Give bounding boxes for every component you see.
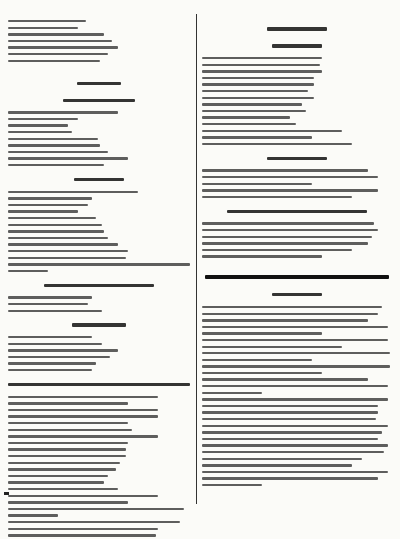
entry-text-line xyxy=(8,204,88,206)
right-column-heading-3 xyxy=(202,152,392,164)
entry-text-line xyxy=(8,429,132,431)
entry-text-line xyxy=(8,415,158,417)
right-column-heading-6 xyxy=(202,289,392,301)
entry-text-line xyxy=(8,396,158,398)
figure-entry xyxy=(202,456,392,463)
entry-text-line xyxy=(8,250,128,252)
entry-text-line xyxy=(202,242,368,244)
right-column xyxy=(202,18,392,488)
entry-text-line xyxy=(202,229,378,231)
entry-text-line xyxy=(8,164,104,166)
entry-text-line xyxy=(202,103,302,105)
figure-entry xyxy=(8,58,190,65)
entry-text-line xyxy=(8,111,118,113)
figure-entry xyxy=(202,429,392,436)
figure-entry xyxy=(8,420,190,427)
figure-entry xyxy=(8,512,190,519)
entry-text-line xyxy=(8,46,118,48)
entry-text-line xyxy=(8,310,102,312)
heading-text-line xyxy=(205,275,389,279)
entry-text-line xyxy=(8,20,86,22)
figure-entry xyxy=(8,51,190,58)
figure-entry xyxy=(8,155,190,162)
entry-text-line xyxy=(8,336,92,338)
figure-entry xyxy=(8,506,190,513)
entry-text-line xyxy=(8,124,68,126)
entry-text-line xyxy=(202,70,322,72)
entry-text-line xyxy=(202,196,352,198)
figure-entry xyxy=(202,396,392,403)
figure-entry xyxy=(202,114,392,121)
entry-text-line xyxy=(8,521,180,523)
figure-entry xyxy=(202,167,392,174)
entry-text-line xyxy=(202,425,388,427)
figure-entry xyxy=(8,268,190,275)
entry-text-line xyxy=(202,464,352,466)
entry-text-line xyxy=(202,451,384,453)
figure-entry xyxy=(202,409,392,416)
heading-text-line xyxy=(272,293,322,296)
figure-entry xyxy=(8,136,190,143)
figure-entry xyxy=(202,187,392,194)
figure-entry xyxy=(8,466,190,473)
margin-mark xyxy=(4,492,9,495)
figure-entry xyxy=(8,341,190,348)
figure-entry xyxy=(202,141,392,148)
right-column-heading-4 xyxy=(202,205,392,217)
figure-entry xyxy=(8,44,190,51)
entry-text-line xyxy=(8,488,118,490)
entry-text-line xyxy=(202,116,290,118)
heading-text-line xyxy=(227,210,367,213)
left-column-heading-5 xyxy=(8,319,190,331)
figure-entry xyxy=(202,376,392,383)
entry-text-line xyxy=(8,343,102,345)
figure-entry xyxy=(8,208,190,215)
entry-text-line xyxy=(8,33,104,35)
figure-entry xyxy=(202,81,392,88)
entry-text-line xyxy=(202,471,388,473)
figure-entry xyxy=(8,195,190,202)
figure-entry xyxy=(8,354,190,361)
entry-text-line xyxy=(8,230,104,232)
left-column-heading-6 xyxy=(8,379,190,391)
figure-entry xyxy=(202,383,392,390)
entry-text-line xyxy=(202,346,342,348)
right-column-heading-1 xyxy=(202,23,392,35)
figure-entry xyxy=(8,215,190,222)
figure-entry xyxy=(8,38,190,45)
figure-entry xyxy=(202,324,392,331)
entry-text-line xyxy=(8,217,96,219)
figure-entry xyxy=(202,134,392,141)
entry-text-line xyxy=(202,332,322,334)
figure-entry xyxy=(8,307,190,314)
figure-entry xyxy=(8,18,190,25)
column-divider xyxy=(196,14,197,504)
entry-text-line xyxy=(202,130,342,132)
entry-text-line xyxy=(202,385,388,387)
entry-text-line xyxy=(8,508,184,510)
heading-text-line xyxy=(272,44,322,47)
entry-text-line xyxy=(202,64,320,66)
entry-text-line xyxy=(8,224,102,226)
figure-entry xyxy=(202,370,392,377)
figure-entry xyxy=(202,330,392,337)
entry-text-line xyxy=(202,326,388,328)
entry-text-line xyxy=(202,339,388,341)
figure-entry xyxy=(8,407,190,414)
entry-text-line xyxy=(8,303,88,305)
entry-text-line xyxy=(202,418,376,420)
entry-text-line xyxy=(8,131,72,133)
left-column xyxy=(8,18,190,539)
entry-text-line xyxy=(202,484,262,486)
entry-text-line xyxy=(8,197,92,199)
entry-text-line xyxy=(8,210,78,212)
figure-entry xyxy=(202,220,392,227)
entry-text-line xyxy=(202,176,378,178)
figure-entry xyxy=(8,25,190,32)
entry-text-line xyxy=(8,237,108,239)
figure-entry xyxy=(202,75,392,82)
figure-entry xyxy=(202,101,392,108)
entry-text-line xyxy=(8,409,158,411)
entry-text-line xyxy=(202,222,374,224)
entry-text-line xyxy=(8,528,158,530)
figure-entry xyxy=(8,460,190,467)
left-column-heading-4 xyxy=(8,279,190,291)
entry-text-line xyxy=(202,136,312,138)
entry-text-line xyxy=(8,455,126,457)
figure-entry xyxy=(8,486,190,493)
page-number xyxy=(6,4,24,13)
left-column-heading-2 xyxy=(8,94,190,106)
figure-entry xyxy=(202,482,392,489)
figure-entry xyxy=(8,294,190,301)
entry-text-line xyxy=(8,514,58,516)
heading-text-line xyxy=(63,99,135,102)
entry-text-line xyxy=(202,458,362,460)
entry-text-line xyxy=(202,392,262,394)
entry-text-line xyxy=(8,362,96,364)
figure-entry xyxy=(202,227,392,234)
entry-text-line xyxy=(202,405,378,407)
entry-text-line xyxy=(8,270,48,272)
entry-text-line xyxy=(8,475,108,477)
figure-entry xyxy=(202,247,392,254)
entry-text-line xyxy=(202,90,308,92)
entry-text-line xyxy=(202,110,306,112)
entry-text-line xyxy=(8,27,78,29)
figure-entry xyxy=(8,492,190,499)
entry-text-line xyxy=(8,257,126,259)
figure-entry xyxy=(202,350,392,357)
entry-text-line xyxy=(8,448,126,450)
entry-text-line xyxy=(8,151,108,153)
figure-entry xyxy=(202,469,392,476)
figure-entry xyxy=(202,304,392,311)
entry-text-line xyxy=(8,462,120,464)
figure-entry xyxy=(202,62,392,69)
heading-text-line xyxy=(267,157,327,160)
figure-entry xyxy=(202,462,392,469)
heading-text-line xyxy=(77,82,121,85)
entry-text-line xyxy=(8,118,78,120)
figure-entry xyxy=(8,31,190,38)
entry-text-line xyxy=(202,477,378,479)
figure-entry xyxy=(8,248,190,255)
figure-entry xyxy=(202,449,392,456)
figure-entry xyxy=(202,128,392,135)
entry-text-line xyxy=(202,123,296,125)
figure-entry xyxy=(8,221,190,228)
entry-text-line xyxy=(8,369,92,371)
figure-entry xyxy=(8,189,190,196)
entry-text-line xyxy=(202,365,390,367)
right-column-heading-5 xyxy=(202,270,392,284)
figure-entry xyxy=(202,88,392,95)
entry-text-line xyxy=(202,313,378,315)
figure-entry xyxy=(8,433,190,440)
entry-text-line xyxy=(202,249,352,251)
figure-entry xyxy=(8,261,190,268)
entry-text-line xyxy=(202,236,372,238)
figure-entry xyxy=(202,363,392,370)
figure-entry xyxy=(8,360,190,367)
entry-text-line xyxy=(202,183,312,185)
figure-entry xyxy=(202,240,392,247)
entry-text-line xyxy=(8,157,128,159)
entry-text-line xyxy=(8,138,98,140)
entry-text-line xyxy=(8,501,128,503)
entry-text-line xyxy=(8,442,128,444)
heading-text-line xyxy=(72,323,126,326)
figure-entry xyxy=(202,390,392,397)
figure-entry xyxy=(8,228,190,235)
figure-entry xyxy=(8,129,190,136)
figure-entry xyxy=(202,174,392,181)
heading-text-line xyxy=(8,383,190,386)
figure-entry xyxy=(8,525,190,532)
entry-text-line xyxy=(202,143,352,145)
figure-entry xyxy=(8,142,190,149)
figure-entry xyxy=(8,116,190,123)
entry-text-line xyxy=(8,422,128,424)
figure-entry xyxy=(8,440,190,447)
entry-text-line xyxy=(202,372,322,374)
entry-text-line xyxy=(8,356,110,358)
figure-entry xyxy=(8,235,190,242)
entry-text-line xyxy=(8,191,138,193)
figure-entry xyxy=(202,55,392,62)
entry-text-line xyxy=(8,144,100,146)
figure-entry xyxy=(202,436,392,443)
entry-text-line xyxy=(8,495,158,497)
entry-text-line xyxy=(202,352,390,354)
figure-entry xyxy=(202,475,392,482)
entry-text-line xyxy=(202,411,378,413)
figure-entry xyxy=(202,108,392,115)
figure-entry xyxy=(8,241,190,248)
entry-text-line xyxy=(202,319,368,321)
entry-text-line xyxy=(202,431,382,433)
entry-text-line xyxy=(8,296,92,298)
figure-entry xyxy=(202,317,392,324)
figure-entry xyxy=(8,473,190,480)
right-column-heading-2 xyxy=(202,40,392,52)
left-column-heading-1 xyxy=(8,77,190,89)
figure-entry xyxy=(202,233,392,240)
entry-text-line xyxy=(202,378,368,380)
entry-text-line xyxy=(8,60,100,62)
entry-text-line xyxy=(8,243,118,245)
figure-entry xyxy=(8,394,190,401)
entry-text-line xyxy=(8,481,104,483)
figure-entry xyxy=(8,347,190,354)
heading-text-line xyxy=(74,178,124,181)
figure-entry xyxy=(202,442,392,449)
entry-text-line xyxy=(202,97,314,99)
figure-entry xyxy=(8,446,190,453)
figure-entry xyxy=(8,400,190,407)
figure-entry xyxy=(202,403,392,410)
entry-text-line xyxy=(8,349,118,351)
heading-text-line xyxy=(267,27,327,30)
figure-entry xyxy=(8,427,190,434)
figure-entry xyxy=(8,301,190,308)
figure-entry xyxy=(202,423,392,430)
figure-entry xyxy=(202,194,392,201)
figure-entry xyxy=(8,162,190,169)
figure-entry xyxy=(8,149,190,156)
figure-entry xyxy=(8,254,190,261)
entry-text-line xyxy=(202,57,322,59)
figure-entry xyxy=(202,337,392,344)
figure-entry xyxy=(8,202,190,209)
left-column-heading-3 xyxy=(8,174,190,186)
figure-entry xyxy=(202,121,392,128)
heading-text-line xyxy=(44,284,154,287)
entry-text-line xyxy=(202,359,312,361)
figure-entry xyxy=(202,310,392,317)
entry-text-line xyxy=(8,263,190,265)
figure-entry xyxy=(8,122,190,129)
figure-entry xyxy=(8,367,190,374)
entry-text-line xyxy=(202,444,388,446)
figure-entry xyxy=(202,181,392,188)
entry-text-line xyxy=(202,77,314,79)
figure-entry xyxy=(8,453,190,460)
figure-entry xyxy=(8,413,190,420)
entry-text-line xyxy=(202,255,322,257)
figure-entry xyxy=(202,343,392,350)
figure-entry xyxy=(202,416,392,423)
figure-entry xyxy=(8,532,190,539)
entry-text-line xyxy=(8,435,158,437)
figure-entry xyxy=(8,334,190,341)
figure-entry xyxy=(8,109,190,116)
entry-text-line xyxy=(202,83,314,85)
figure-entry xyxy=(202,95,392,102)
figure-entry xyxy=(202,253,392,260)
entry-text-line xyxy=(8,534,156,536)
entry-text-line xyxy=(202,398,388,400)
entry-text-line xyxy=(202,306,382,308)
figure-entry xyxy=(202,68,392,75)
figure-entry xyxy=(8,519,190,526)
spacer xyxy=(8,64,190,72)
figure-entry xyxy=(202,357,392,364)
entry-text-line xyxy=(8,468,116,470)
entry-text-line xyxy=(202,189,378,191)
entry-text-line xyxy=(202,169,368,171)
entry-text-line xyxy=(8,53,108,55)
figure-entry xyxy=(8,479,190,486)
entry-text-line xyxy=(8,402,128,404)
entry-text-line xyxy=(202,438,378,440)
entry-text-line xyxy=(8,40,112,42)
